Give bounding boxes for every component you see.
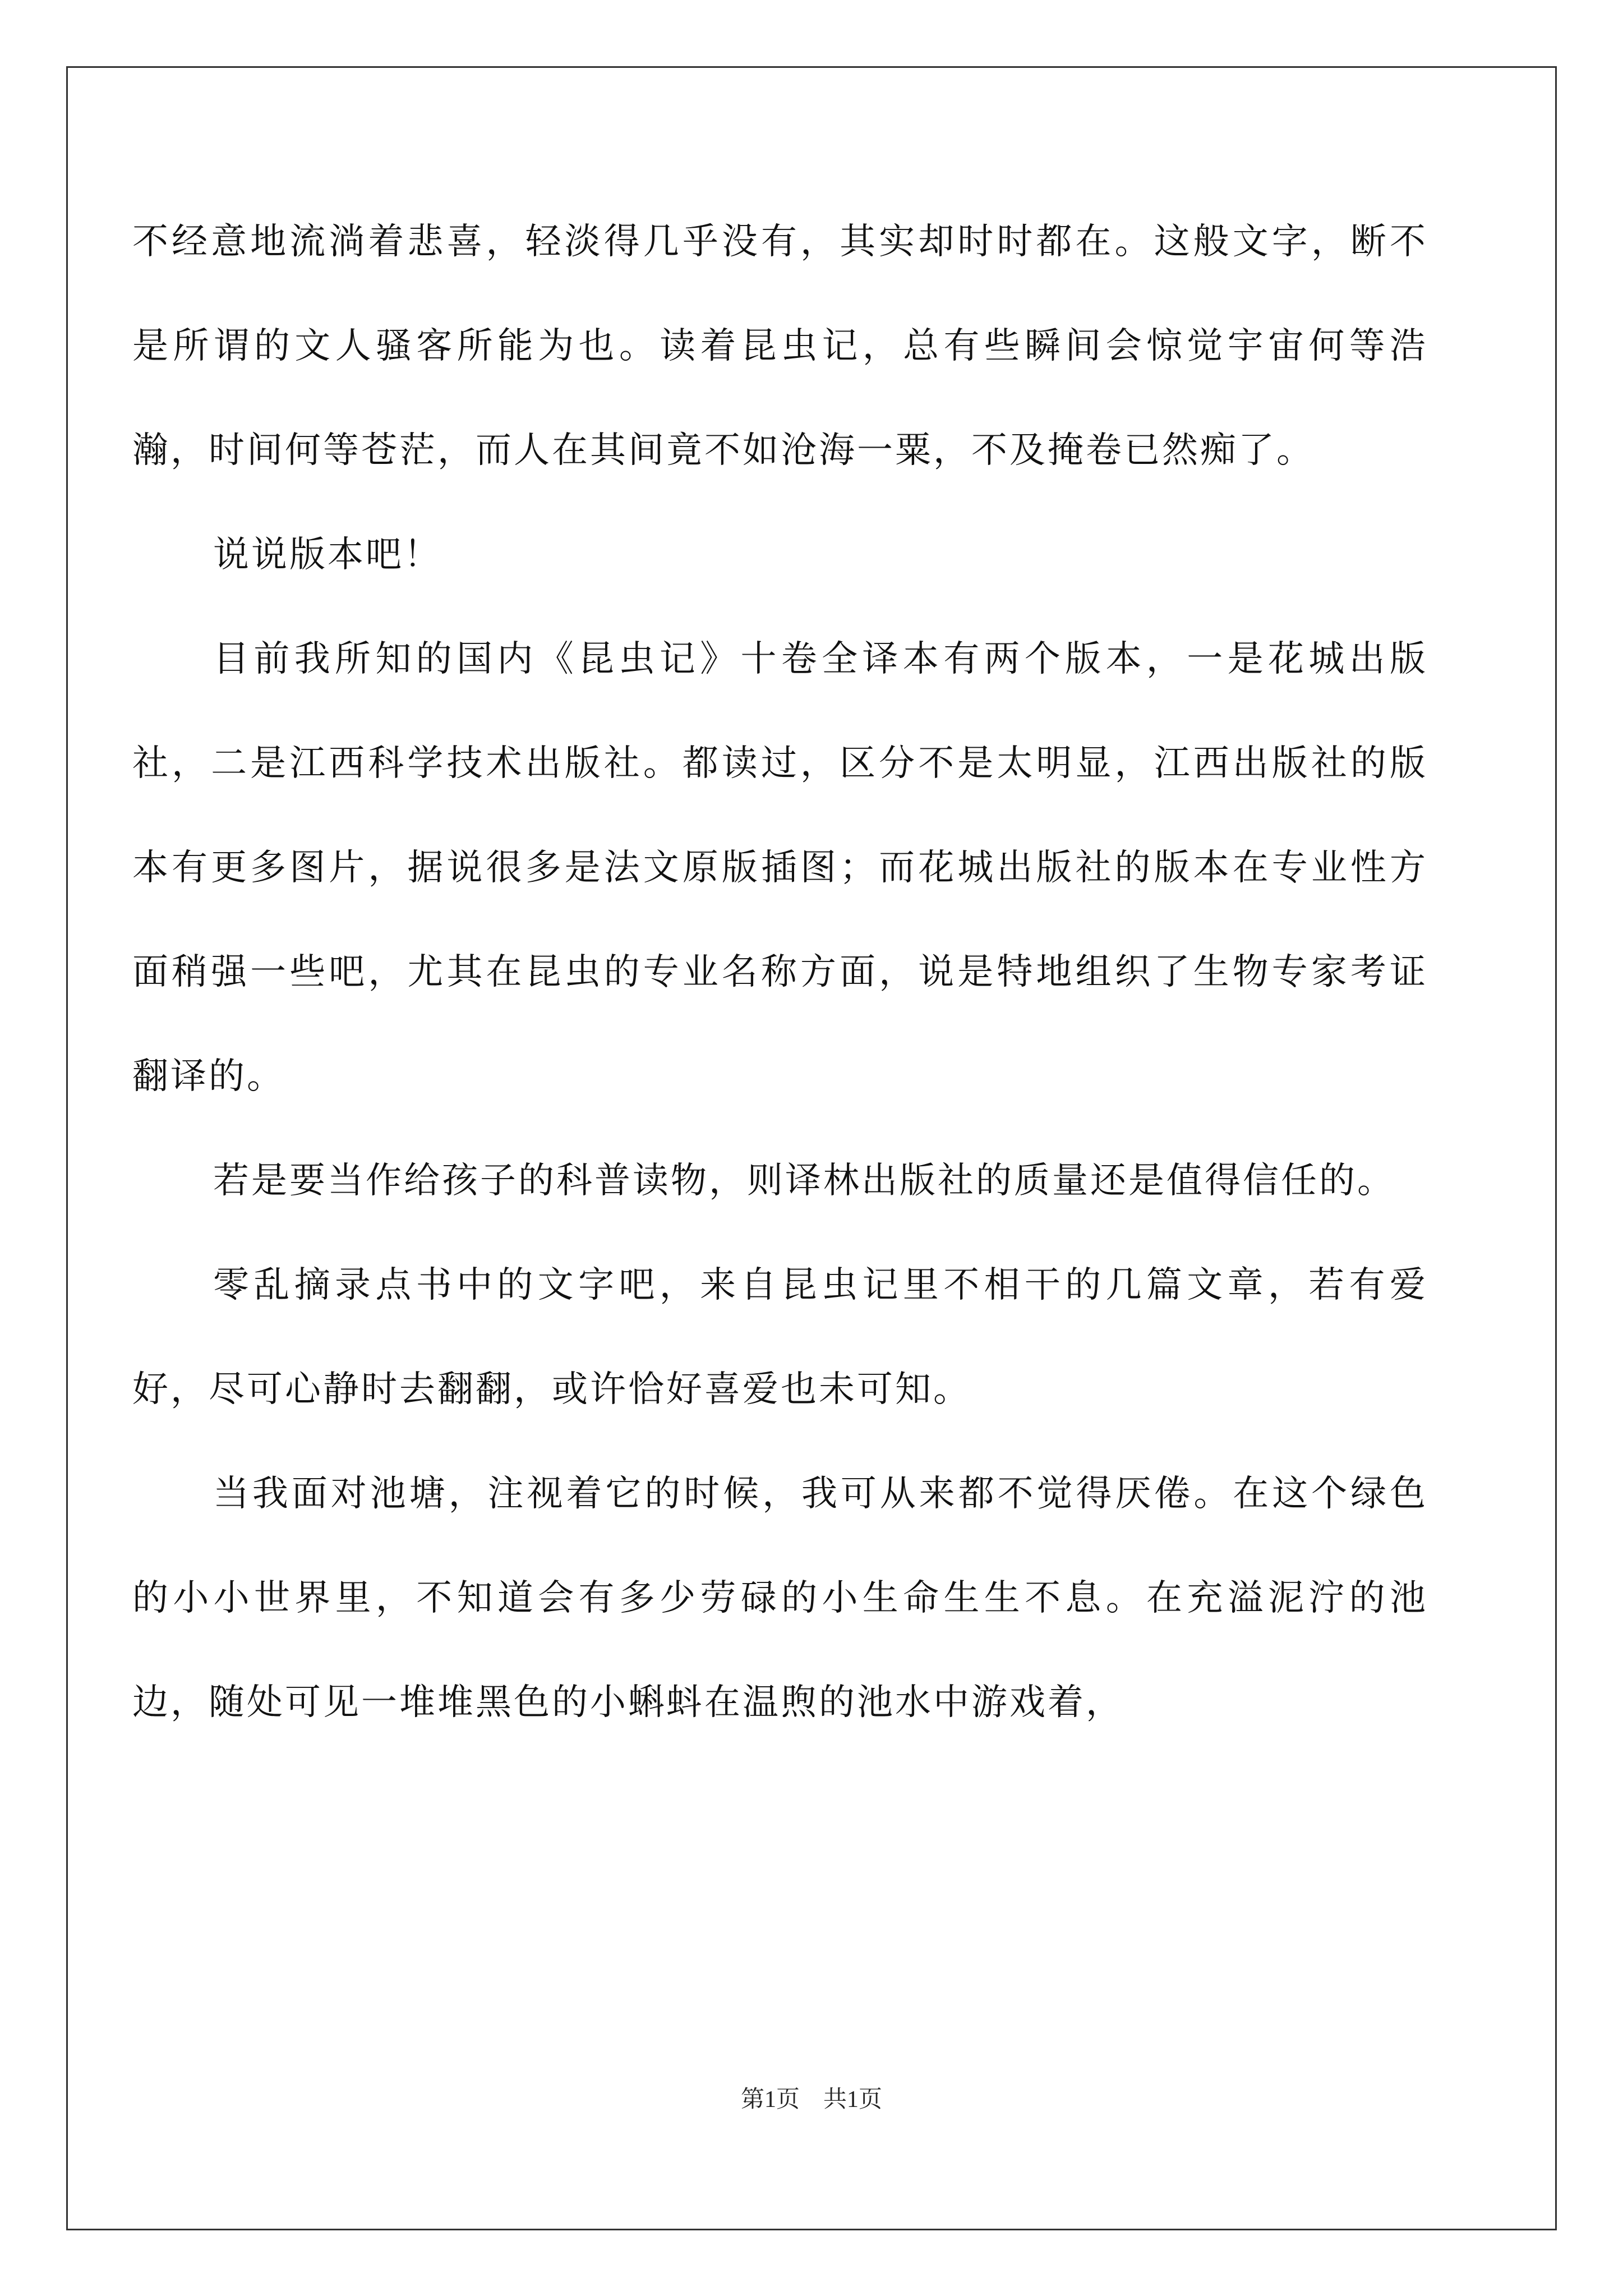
paragraph-3: 目前我所知的国内《昆虫记》十卷全译本有两个版本，一是花城出版社，二是江西科学技术出版社。都读过，区分不是太明显，江西出版社的版本有更多图片，据说很多是法文原版插图；而花城出版社的版本在专业性方面稍强一些吧，尤其在昆虫的专业名称方面，说是特地组织了生物专家考证翻译的。 xyxy=(132,638,1428,1097)
paragraph-1: 不经意地流淌着悲喜，轻淡得几乎没有，其实却时时都在。这般文字，断不是所谓的文人骚客所能为也。读着昆虫记，总有些瞬间会惊觉宇宙何等浩瀚，时间何等苍茫，而人在其间竟不如沧海一粟，不及掩卷已然痴了。 xyxy=(132,221,1428,471)
document-body xyxy=(132,190,1428,1755)
paragraph-5: 零乱摘录点书中的文字吧，来自昆虫记里不相干的几篇文章，若有爱好，尽可心静时去翻翻，或许恰好喜爱也未可知。 xyxy=(132,1264,1428,1410)
paragraph-6: 当我面对池塘，注视着它的时候，我可从来都不觉得厌倦。在这个绿色的小小世界里，不知道会有多少劳碌的小生命生生不息。在充溢泥泞的池边，随处可见一堆堆黑色的小蝌蚪在温煦的池水中游戏着， xyxy=(132,1473,1428,1723)
paragraph-2: 说说版本吧！ xyxy=(213,534,442,576)
paragraph-4: 若是要当作给孩子的科普读物，则译林出版社的质量还是值得信任的。 xyxy=(213,1160,1395,1202)
page-number-footer: 第1页 共1页 xyxy=(740,2087,882,2113)
